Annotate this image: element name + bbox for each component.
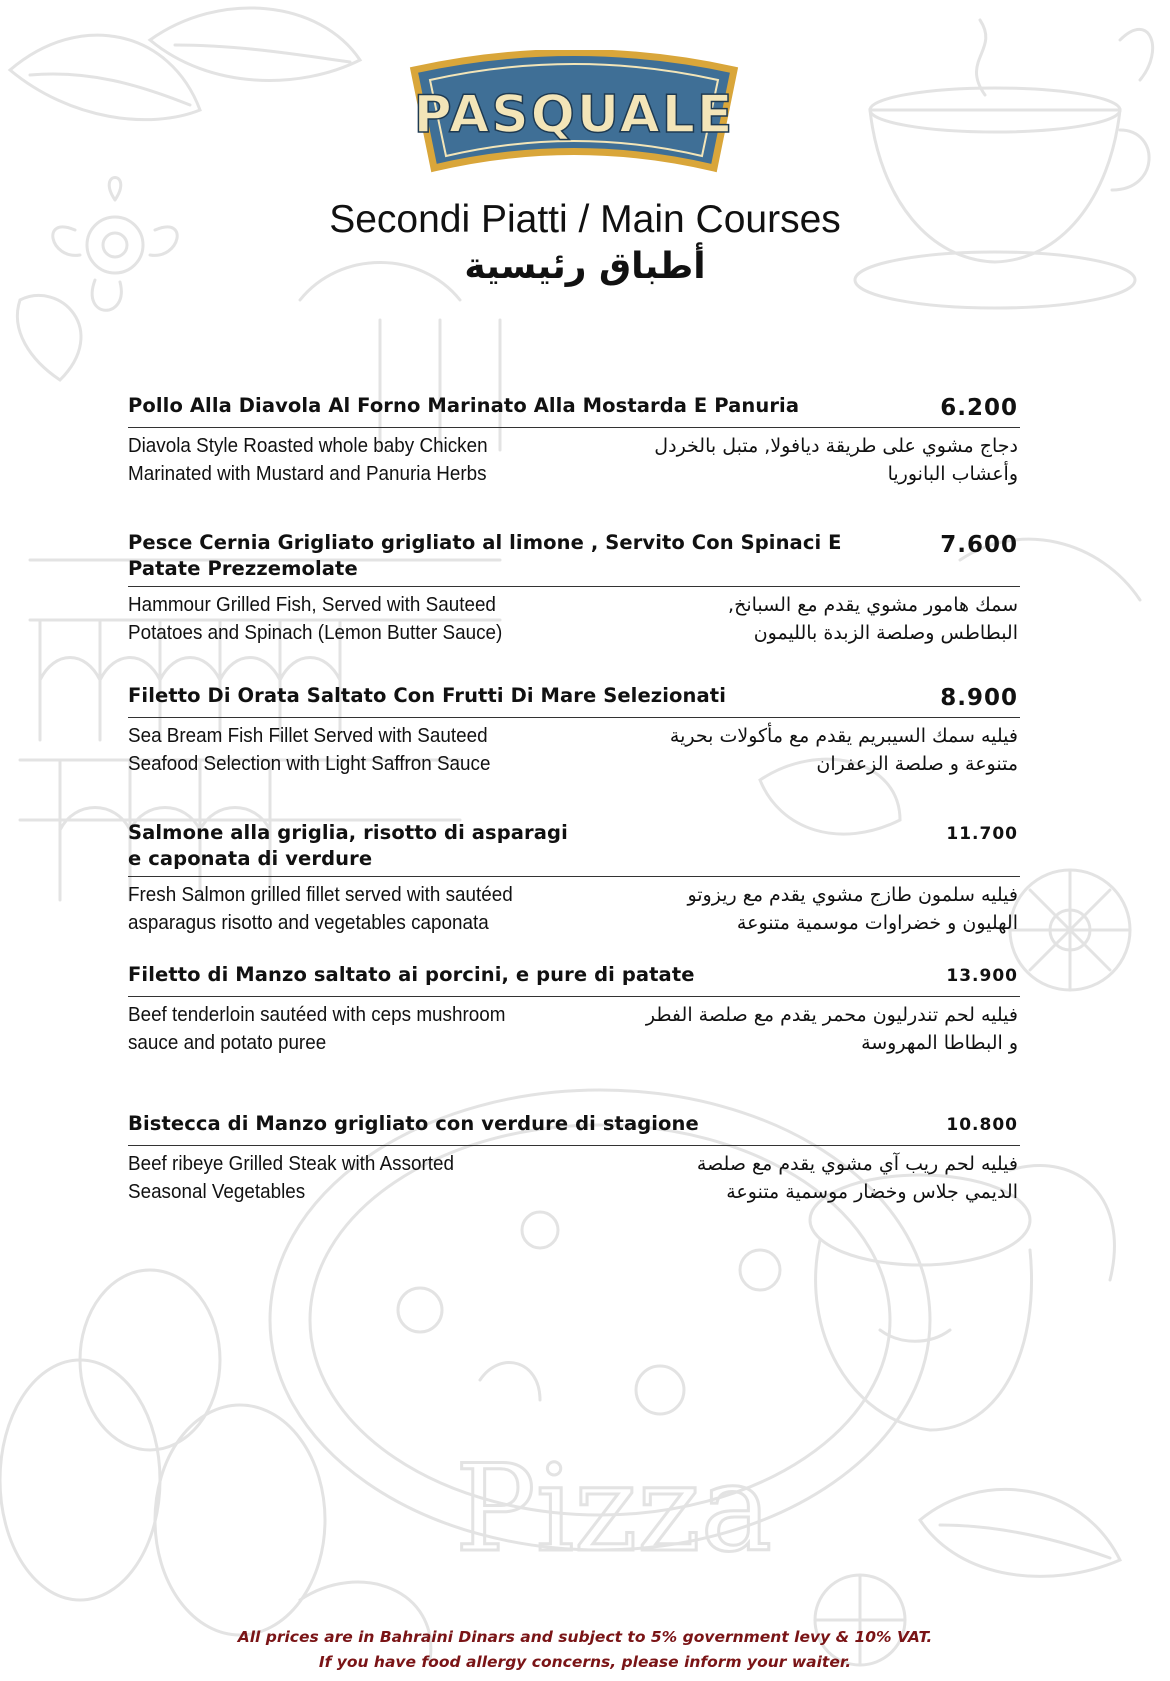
item-name: Salmone alla griglia, risotto di asparagi e caponata di verdure: [128, 821, 568, 870]
menu-item: [128, 962, 1020, 1057]
item-name: Filetto Di Orata Saltato Con Frutti Di Mare Selezionati: [128, 684, 726, 707]
menu-item: [128, 820, 1020, 937]
menu-item: [128, 393, 1020, 488]
item-description-arabic: فيليه سمك السيبريم يقدم مع مأكولات بحرية متنوعة و صلصة الزعفران: [669, 725, 1018, 775]
item-price: 10.800: [946, 1115, 1018, 1135]
item-description: Hammour Grilled Fish, Served with Sauteed Potatoes and Spinach (Lemon Butter Sauce): [128, 593, 503, 644]
menu-item: [128, 530, 1020, 647]
menu-item: [128, 683, 1020, 778]
footer-allergy-note: If you have food allergy concerns, please inform your waiter.: [318, 1653, 852, 1671]
item-name: Filetto di Manzo saltato ai porcini, e pure di patate: [128, 963, 695, 986]
item-name: Pesce Cernia Grigliato grigliato al limone , Servito Con Spinaci E Patate Prezzemolate: [128, 531, 842, 580]
page-title: Secondi Piatti / Main Courses: [329, 198, 841, 241]
item-description-arabic: فيليه لحم ريب آي مشوي يقدم مع صلصة الديمي جلاس وخضار موسمية متنوعة: [696, 1153, 1018, 1203]
menu-item: [128, 1111, 1020, 1206]
item-description: Diavola Style Roasted whole baby Chicken Marinated with Mustard and Panuria Herbs: [128, 434, 488, 485]
item-price: 11.700: [946, 824, 1018, 844]
item-description: Beef ribeye Grilled Steak with Assorted Seasonal Vegetables: [128, 1152, 455, 1203]
logo-wordmark: PASQUALE: [413, 85, 735, 145]
pasquale-logo: [404, 50, 744, 180]
item-name: Pollo Alla Diavola Al Forno Marinato Alla Mostarda E Panuria: [128, 394, 800, 417]
item-description: Sea Bream Fish Fillet Served with Sauteed Seafood Selection with Light Saffron Sauce: [128, 724, 491, 775]
item-description-arabic: فيليه لحم تندرليون محمر يقدم مع صلصة الفطر و البطاطا المهروسة: [645, 1004, 1018, 1054]
item-name: Bistecca di Manzo grigliato con verdure di stagione: [128, 1112, 699, 1135]
item-description: Fresh Salmon grilled fillet served with sautéed asparagus risotto and vegetables caponata: [128, 883, 513, 934]
pizza-watermark: Pizza: [455, 1440, 773, 1579]
item-description-arabic: سمك هامور مشوي يقدم مع السبانخ, البطاطس وصلصة الزبدة بالليمون: [728, 594, 1018, 644]
item-description: Beef tenderloin sautéed with ceps mushroom sauce and potato puree: [128, 1003, 506, 1054]
item-description-arabic: دجاج مشوي على طريقة ديافولا, متبل بالخردل وأعشاب البانوريا: [654, 435, 1018, 485]
item-price: 13.900: [946, 966, 1018, 986]
footer-note: [0, 1625, 1170, 1675]
item-description-arabic: فيليه سلمون طازج مشوي يقدم مع ريزوتو الهليون و خضراوات موسمية متنوعة: [687, 884, 1018, 934]
item-price: 7.600: [940, 532, 1018, 558]
footer-pricing-note: All prices are in Bahraini Dinars and subject to 5% government levy & 10% VAT.: [237, 1628, 933, 1646]
page-title-arabic: أطباق رئيسية: [464, 246, 706, 287]
item-price: 6.200: [940, 395, 1018, 421]
item-price: 8.900: [940, 685, 1018, 711]
